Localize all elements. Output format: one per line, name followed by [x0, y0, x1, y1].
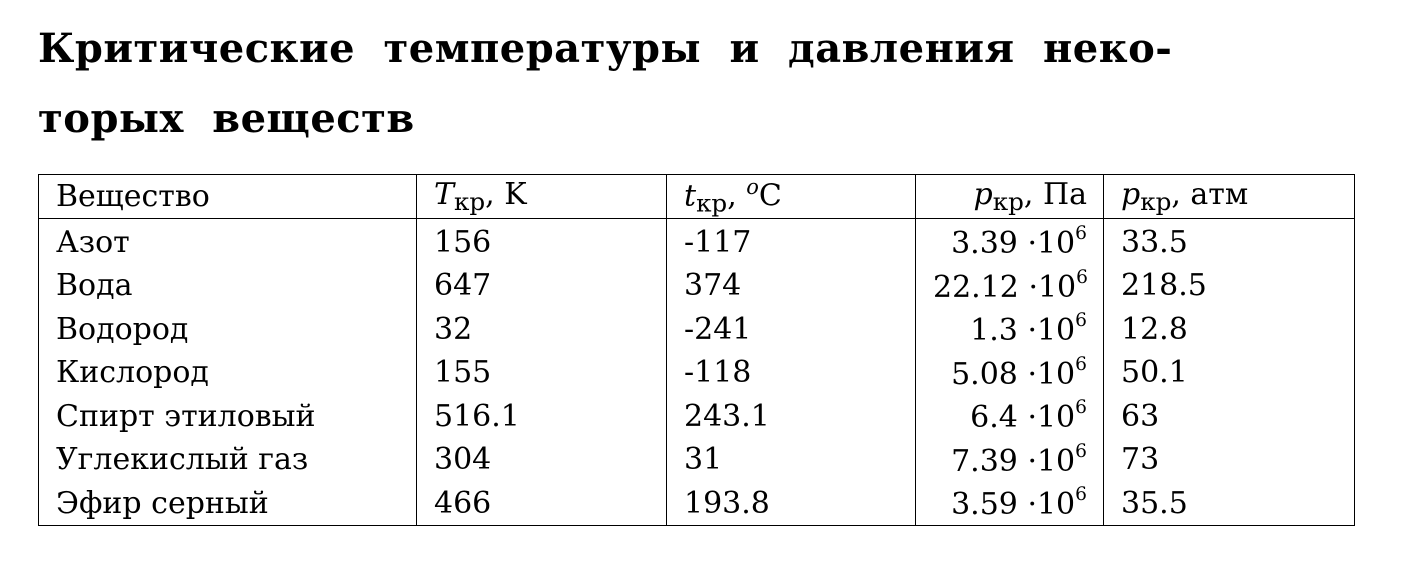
- cell-t: -241: [667, 308, 916, 352]
- cell-p-exponent: 6: [1075, 223, 1087, 245]
- cell-p-mantissa: 3.59: [951, 487, 1018, 523]
- cell-p-mantissa: 22.12: [933, 269, 1019, 305]
- cell-p-multiplier: ·10: [1027, 313, 1076, 349]
- header-critical-pressure-pa: [916, 175, 1104, 219]
- cell-p-exponent: 6: [1075, 310, 1087, 332]
- cell-p-multiplier: ·10: [1027, 443, 1076, 479]
- cell-substance: Спирт этиловый: [39, 395, 417, 439]
- cell-p-exponent: 6: [1076, 266, 1088, 288]
- table-row: [39, 308, 1355, 352]
- cell-p-pa: [916, 395, 1104, 439]
- header-substance-label: Вещество: [56, 178, 210, 214]
- header-p-sub: кр: [992, 186, 1024, 216]
- cell-t: -117: [667, 218, 916, 264]
- cell-t: 374: [667, 264, 916, 308]
- cell-p-multiplier: ·10: [1027, 356, 1076, 392]
- cell-T: 32: [417, 308, 667, 352]
- cell-p-mantissa: 3.39: [951, 226, 1018, 262]
- header-p-symbol: p: [973, 176, 993, 212]
- table-row: [39, 218, 1355, 264]
- header-critical-temperature-kelvin: [417, 175, 667, 219]
- cell-t: -118: [667, 351, 916, 395]
- cell-p-mantissa: 6.4: [970, 400, 1018, 436]
- cell-t: 31: [667, 438, 916, 482]
- cell-p-atm: 35.5: [1104, 482, 1355, 526]
- cell-T: 156: [417, 218, 667, 264]
- cell-p-pa: [916, 438, 1104, 482]
- cell-substance: Вода: [39, 264, 417, 308]
- header-patm-sub: кр: [1140, 186, 1172, 216]
- header-T-symbol: T: [434, 176, 455, 212]
- cell-p-multiplier: ·10: [1027, 226, 1076, 262]
- cell-p-exponent: 6: [1075, 440, 1087, 462]
- cell-T: 304: [417, 438, 667, 482]
- cell-p-atm: 50.1: [1104, 351, 1355, 395]
- cell-p-mantissa: 7.39: [951, 443, 1018, 479]
- table-row: [39, 351, 1355, 395]
- cell-substance: Кислород: [39, 351, 417, 395]
- cell-p-pa: [916, 351, 1104, 395]
- cell-t: 243.1: [667, 395, 916, 439]
- header-t-deg: o: [746, 175, 759, 199]
- header-T-sub: кр: [454, 186, 486, 216]
- cell-p-atm: 73: [1104, 438, 1355, 482]
- cell-p-atm: 33.5: [1104, 218, 1355, 264]
- cell-substance: Углекислый газ: [39, 438, 417, 482]
- header-critical-pressure-atm: [1104, 175, 1355, 219]
- cell-p-atm: 63: [1104, 395, 1355, 439]
- table-row: [39, 264, 1355, 308]
- cell-p-multiplier: ·10: [1028, 269, 1077, 305]
- header-patm-unit: , атм: [1171, 176, 1249, 212]
- header-p-unit: , Па: [1023, 176, 1087, 212]
- cell-substance: Эфир серный: [39, 482, 417, 526]
- header-t-symbol: t: [684, 178, 697, 214]
- table-row: [39, 395, 1355, 439]
- cell-p-pa: [916, 264, 1104, 308]
- cell-p-atm: 12.8: [1104, 308, 1355, 352]
- header-t-unit: C: [758, 178, 782, 214]
- cell-T: 516.1: [417, 395, 667, 439]
- cell-t: 193.8: [667, 482, 916, 526]
- page-title: [38, 14, 1218, 154]
- cell-substance: Азот: [39, 218, 417, 264]
- table-row: [39, 438, 1355, 482]
- cell-p-atm: 218.5: [1104, 264, 1355, 308]
- cell-T: 647: [417, 264, 667, 308]
- table-header-row: [39, 175, 1355, 219]
- cell-p-exponent: 6: [1075, 397, 1087, 419]
- cell-p-exponent: 6: [1075, 353, 1087, 375]
- cell-p-mantissa: 5.08: [951, 356, 1018, 392]
- page-title-line-1: Критические температуры и давления неко-: [38, 25, 1173, 72]
- header-substance: [39, 175, 417, 219]
- cell-p-exponent: 6: [1075, 484, 1087, 506]
- cell-p-pa: [916, 482, 1104, 526]
- table-row: [39, 482, 1355, 526]
- cell-p-multiplier: ·10: [1027, 487, 1076, 523]
- cell-p-multiplier: ·10: [1027, 400, 1076, 436]
- cell-p-mantissa: 1.3: [970, 313, 1018, 349]
- cell-T: 466: [417, 482, 667, 526]
- header-critical-temperature-celsius: $t_{кр}$, $^o$C: [667, 175, 916, 219]
- header-T-unit: , K: [485, 176, 527, 212]
- cell-substance: Водород: [39, 308, 417, 352]
- header-patm-symbol: p: [1121, 176, 1141, 212]
- critical-values-table: [38, 174, 1355, 526]
- cell-T: 155: [417, 351, 667, 395]
- cell-p-pa: [916, 218, 1104, 264]
- cell-p-pa: [916, 308, 1104, 352]
- header-t-sub: кр: [696, 188, 728, 218]
- page-title-line-2: торых веществ: [38, 95, 415, 142]
